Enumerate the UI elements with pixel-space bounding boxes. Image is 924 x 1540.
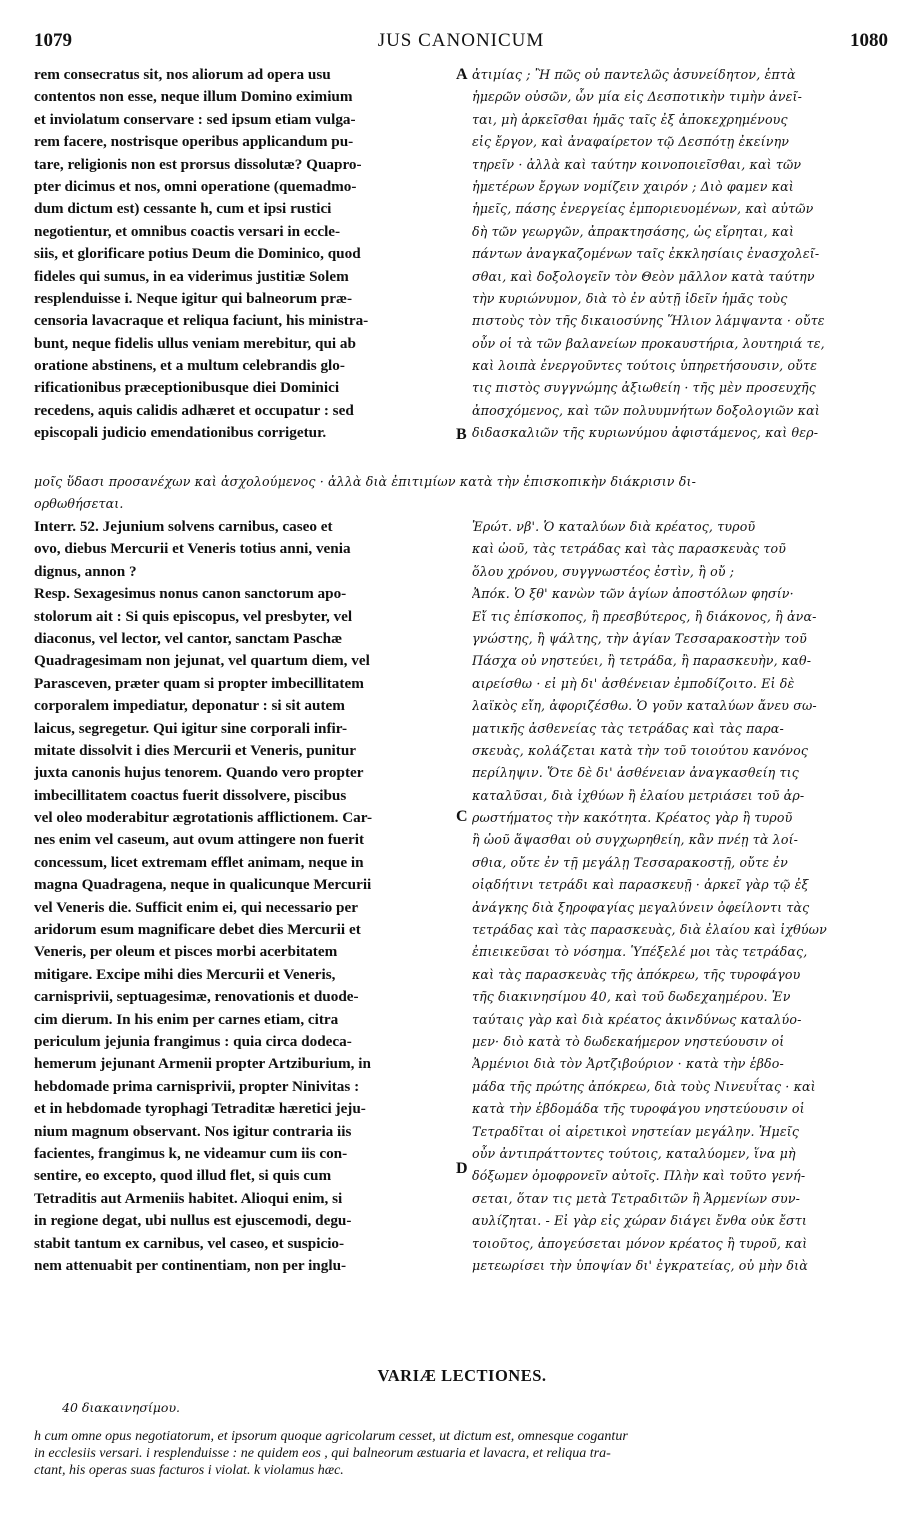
text-line: dum dictum est) cessante h, cum et ipsi rustici [34, 200, 332, 218]
text-line: contentos non esse, neque illum Domino eximium [34, 88, 353, 106]
text-line: καὶ ὠοῦ, τὰς τετράδας καὶ τὰς παρασκευὰς τοῦ [472, 541, 787, 557]
text-line: Veneris, per oleum et pisces morbi acerbitatem [34, 943, 338, 961]
text-line: καὶ τὰς παρασκευὰς τῆς ἀπόκρεω, τῆς τυροφάγου [472, 966, 801, 982]
text-line: τῆς διακινησίμου 40, καὶ τοῦ δωδεχαημέρου. Ἐν [472, 989, 791, 1005]
text-line: Ἐρώτ. νβ'. Ὁ καταλύων διὰ κρέατος, τυροῦ [472, 519, 756, 534]
text-line: διδασκαλιῶν τῆς κυριωνύμου ἀφιστάμενος, καὶ θερ- [472, 425, 819, 441]
page-number-left: 1079 [34, 30, 72, 51]
margin-letter-c: C [456, 808, 468, 825]
text-line: ορθωθήσεται. [34, 496, 124, 512]
text-line: ἀτιμίας ; Ἢ πῶς οὐ παντελῶς ἀσυνείδητον, ἑπτὰ [472, 67, 796, 82]
text-line: σθαι, καὶ δοξολογεῖν τὸν Θεὸν μᾶλλον κατὰ ταύτην [472, 268, 815, 284]
text-line: mitigare. Excipe mihi dies Mercurii et Veneris, [34, 965, 336, 983]
latin-column-top [34, 64, 454, 445]
text-line: imbecillitatem coactus fuerit dissolvere, piscibus [34, 786, 347, 804]
text-line: rificationibus præceptionibusque diei Dominici [34, 379, 340, 397]
text-line: σθια, οὔτε ἐν τῇ μεγάλῃ Τεσσαρακοστῇ, οὔτε ἐν [472, 854, 788, 870]
text-line: juxta canonis hujus tenorem. Quando vero propter [34, 764, 364, 782]
text-line: vel Veneris die. Sufficit enim ei, qui necessario per [34, 898, 358, 916]
text-line: sentire, eo excepto, quod illud flet, si quis cum [34, 1167, 332, 1185]
text-line: κατὰ τὴν ἑβδομάδα τῆς τυροφάγου νηστεύουσιν οἱ [472, 1101, 805, 1117]
text-line: ἡμεῖς, πάσης ἐνεργείας ἐμποριευομένων, καὶ αὐτῶν [472, 201, 814, 217]
text-line: δὴ τῶν γεωργῶν, ἀπρακτησάσης, ὡς εἴρηται, καὶ [472, 223, 795, 239]
text-line: bunt, neque fidelis ullus veniam merebitur, qui ab [34, 334, 356, 352]
margin-letter-b: B [456, 426, 467, 443]
text-line: Τετραδῖται οἱ αἱρετικοὶ νηστείαν μεγάλην. Ἡμεῖς [472, 1123, 800, 1139]
text-line: oratione abstinens, et a multum celebrandis glo- [34, 357, 345, 375]
text-line: in regione degat, ubi nullus est ejuscemodi, degu- [34, 1212, 352, 1230]
text-line: οὖν οἱ τὰ τῶν βαλανείων προκαυστήρια, λουτηριά τε, [472, 335, 825, 351]
text-line: Interr. 52. Jejunium solvens carnibus, caseo et [34, 518, 333, 535]
text-line: stolorum ait : Si quis episcopus, vel presbyter, vel [34, 607, 353, 625]
latin-column-bottom [34, 516, 454, 1277]
text-line: αυλίζηται. - Εἰ γὰρ εἰς χώραν διάγει ἔνθα οὐκ ἔστι [472, 1213, 807, 1229]
text-line: καταλῦσαι, διὰ ἰχθύων ἢ ἐλαίου μετριάσει τοῦ ἀρ- [472, 787, 805, 803]
greek-variant-note: 40 διακαινησίμου. [62, 1400, 181, 1415]
text-line: τις πιστὸς συγγνώμης ἀξιωθείη · τῆς μὲν προσευχῆς [472, 380, 816, 396]
text-line: ρωστήματος τὴν κακότητα. Κρέατος γὰρ ἢ τυροῦ [472, 810, 793, 826]
text-line: corporalem impediatur, deponatur : si sit autem [34, 697, 345, 715]
text-line: περίληψιν. Ὅτε δὲ δι' ἀσθένειαν ἀναγκασθείη τις [472, 765, 799, 781]
text-line: τοιοῦτος, ἀπογεύσεται μόνον κρέατος ἢ τυροῦ, καὶ [472, 1235, 808, 1251]
text-line: σκευὰς, κολάζεται κατὰ τὴν τοῦ τοιούτου κανόνος [472, 742, 809, 758]
text-line: ἢ ὠοῦ ἅψασθαι οὐ συγχωρηθείη, κἂν πνέῃ τὰ λοί- [472, 832, 799, 848]
text-line: magna Quadragena, neque in qualicunque Mercurii [34, 876, 372, 894]
text-line: h cum omne opus negotiatorum, et ipsorum quoque agricolarum cesset, ut dictum est, omnesque cogantur [34, 1429, 628, 1444]
text-line: ovo, diebus Mercurii et Veneris totius anni, venia [34, 540, 351, 558]
text-line: τὴν κυριώνυμον, διὰ τὸ ἐν αὐτῇ ἰδεῖν ἡμᾶς τοὺς [472, 290, 788, 306]
text-line: pter dicimus et nos, omni operatione (quemadmo- [34, 177, 357, 195]
text-line: hebdomade prima carnisprivii, propter Ninivitas : [34, 1077, 360, 1095]
text-line: laicus, segregetur. Qui igitur sine corporali infir- [34, 719, 348, 737]
text-line: recedens, aquis calidis adhæret et occupatur : sed [34, 401, 354, 419]
text-line: et inviolatum conservare : sed ipsum etiam vulga- [34, 110, 356, 128]
text-line: aridorum esum magnificare debet dies Mercurii et [34, 921, 361, 939]
greek-full-width-continuation [34, 471, 888, 516]
text-line: cim dierum. In his enim per carnes etiam, citra [34, 1010, 339, 1028]
text-line: diaconus, vel lector, vel cantor, sanctam Paschæ [34, 629, 343, 647]
text-line: carnisprivii, septuagesimæ, renovationis et duode- [34, 988, 359, 1006]
margin-letter-d: D [456, 1160, 468, 1177]
text-line: ὅλου χρόνου, συγγνωστέος ἐστὶν, ἢ οὔ ; [472, 563, 735, 579]
text-line: πάντων ἀναγκαζομένων ταῖς ἐκκλησίαις ἐνασχολεῖ- [472, 246, 820, 262]
text-line: nem attenuabit per continentiam, non per inglu- [34, 1256, 347, 1274]
page-header [34, 30, 888, 58]
text-line: οἱᾳδήτινι τετράδι καὶ παρασκευῇ · ἀρκεῖ γὰρ τῷ ἐξ [472, 877, 809, 893]
text-line: μεν· διὸ κατὰ τὸ δωδεκαήμερον νηστεύουσιν οἱ [472, 1033, 785, 1049]
text-line: Quadragesimam non jejunat, vel quartum diem, vel [34, 652, 370, 670]
text-line: censoria lavacraque et reliqua faciunt, his ministra- [34, 312, 369, 330]
text-line: μάδα τῆς πρώτης ἀπόκρεω, διὰ τοὺς Νινευΐτας · καὶ [472, 1078, 816, 1094]
text-line: Εἴ τις ἐπίσκοπος, ἢ πρεσβύτερος, ἢ διάκονος, ἢ ἀνα- [472, 608, 817, 624]
text-line: ματικῆς ἀσθενείας τὰς τετράδας καὶ τὰς παρα- [472, 720, 784, 736]
text-line: μοῖς ὕδασι προσανέχων καὶ ἀσχολούμενος · ἀλλὰ διὰ ἐπιτιμίων κατὰ τὴν ἐπισκοπικὴν διάκρισιν δι- [34, 474, 696, 489]
text-line: Πάσχα οὐ νηστεύει, ἢ τετράδα, ἢ παρασκευὴν, καθ- [472, 653, 812, 669]
text-line: τηρεῖν · ἀλλὰ καὶ ταύτην κοινοποιεῖσθαι, καὶ τῶν [472, 156, 802, 172]
text-line: facientes, frangimus k, ne videamur cum iis con- [34, 1144, 348, 1162]
text-line: rem consecratus sit, nos aliorum ad opera usu [34, 66, 331, 83]
text-line: Resp. Sexagesimus nonus canon sanctorum apo- [34, 585, 347, 603]
variae-lectiones-heading: VARIÆ LECTIONES. [377, 1366, 547, 1385]
text-line: hemerum jejunant Armenii propter Artziburium, in [34, 1055, 371, 1073]
footnotes [34, 1428, 890, 1479]
margin-letter-a: A [456, 66, 468, 83]
text-line: episcopali judicio emendationibus corrigetur. [34, 424, 327, 442]
text-line: ἀνάγκης διὰ ξηροφαγίας μεγαλύνειν ὀφείλοντι τὰς [472, 899, 810, 915]
greek-column-top [472, 64, 888, 445]
text-line: μετεωρίσει τὴν ὑποψίαν δι' ἐγκρατείας, οὐ μὴν διὰ [472, 1257, 808, 1273]
text-line: rem facere, nostrisque operibus applicandum pu- [34, 133, 354, 151]
text-line: ἀποσχόμενος, καὶ τῶν πολυυμνήτων δοξολογιῶν καὶ [472, 402, 820, 418]
text-line: Ἀπόκ. Ὁ ξθ' κανὼν τῶν ἁγίων ἀποστόλων φησίν· [472, 586, 794, 602]
text-line: Ἀρμένιοι διὰ τὸν Ἀρτζιβούριον · κατὰ τὴν ἑβδο- [472, 1056, 784, 1072]
text-line: Tetraditis aut Armeniis habitet. Alioqui enim, si [34, 1189, 343, 1207]
text-line: πιστοὺς τὸν τῆς δικαιοσύνης Ἥλιον λάμψαντα · οὔτε [472, 313, 825, 329]
text-line: ἡμερῶν οὐσῶν, ὧν μία εἰς Δεσποτικὴν τιμὴν ἀνεῖ- [472, 89, 803, 105]
text-line: τετράδας καὶ τὰς παρασκευὰς, διὰ ἐλαίου καὶ ἰχθύων [472, 922, 827, 938]
text-line: vel oleo moderabitur ægrotationis afflictionem. Car- [34, 809, 373, 827]
text-line: nium magnum observant. Nos igitur contraria iis [34, 1122, 352, 1140]
text-line: σεται, ὅταν τις μετὰ Τετραδιτῶν ἢ Ἀρμενίων συν- [472, 1190, 801, 1206]
text-line: ἐπιεικεῦσαι τὸ νόσημα. Ὑπέξελέ μοι τὰς τετράδας, [472, 944, 808, 960]
text-line: ctant, his operas suas facturos i violat. k violamus hæc. [34, 1463, 344, 1478]
text-line: γνώστης, ἢ ψάλτης, τὴν ἁγίαν Τεσσαρακοστὴν τοῦ [472, 630, 807, 646]
text-line: καὶ λοιπὰ ἐνεργοῦντες τούτοις ὑπηρετήσουσιν, οὔτε [472, 358, 818, 374]
text-line: stabit tantum ex carnibus, vel caseo, et suspicio- [34, 1234, 345, 1252]
text-line: siis, et glorificare potius Deum die Dominico, quod [34, 245, 361, 263]
text-line: mitate dissolvit i dies Mercurii et Veneris, punitur [34, 741, 357, 759]
text-line: ται, μὴ ἀρκεῖσθαι ἡμᾶς ταῖς ἐξ ἀποκεχρημένους [472, 111, 788, 127]
text-line: et in hebdomade tyrophagi Tetraditæ hæretici jeju- [34, 1100, 366, 1118]
text-line: periculum jejunia frangimus : quia circa dodeca- [34, 1032, 352, 1050]
text-line: αιρείσθω · εἰ μὴ δι' ἀσθένειαν ἐμποδίζοιτο. Εἰ δὲ [472, 675, 795, 691]
text-line: ἡμετέρων ἔργων νομίζειν χαιρόν ; Διὸ φαμεν καὶ [472, 178, 794, 194]
text-line: nes enim vel caseum, aut ovum attingere non fuerit [34, 831, 365, 849]
greek-column-bottom [472, 516, 888, 1277]
text-line: ταύταις γὰρ καὶ διὰ κρέατος ἀκινδύνως καταλύο- [472, 1011, 802, 1027]
text-line: Parasceven, præter quam si propter imbecillitatem [34, 674, 364, 692]
text-line: resplenduisse i. Neque igitur qui balneorum præ- [34, 289, 352, 307]
text-line: in ecclesiis versari. i resplenduisse : ne quidem eos , qui balneorum æstuaria et lavacra, et reliqua tra- [34, 1446, 611, 1461]
text-line: δόξωμεν ὁμοφρονεῖν αὐτοῖς. Πλὴν καὶ τοῦτο γενή- [472, 1168, 806, 1184]
page-number-right: 1080 [850, 30, 888, 51]
text-line: concessum, licet extremam efflet animam, neque in [34, 853, 364, 871]
text-line: λαϊκὸς εἴη, ἀφοριζέσθω. Ὁ γοῦν καταλύων ἄνευ σω- [472, 698, 817, 714]
text-line: οὖν ἀντιπράττοντες τούτοις, καταλύομεν, ἵνα μὴ [472, 1145, 796, 1161]
text-line: negotientur, et omnibus coactis versari in eccle- [34, 222, 341, 240]
text-line: dignus, annon ? [34, 562, 137, 580]
text-line: tare, religionis non est prorsus dissolutæ? Quapro- [34, 155, 362, 173]
text-line: εἰς ἔργον, καὶ ἀναφαίρετον τῷ Δεσπότῃ ἐκείνην [472, 134, 790, 150]
running-title: JUS CANONICUM [377, 30, 545, 51]
text-line: fideles qui sumus, in ea viderimus justitiæ Solem [34, 267, 349, 285]
